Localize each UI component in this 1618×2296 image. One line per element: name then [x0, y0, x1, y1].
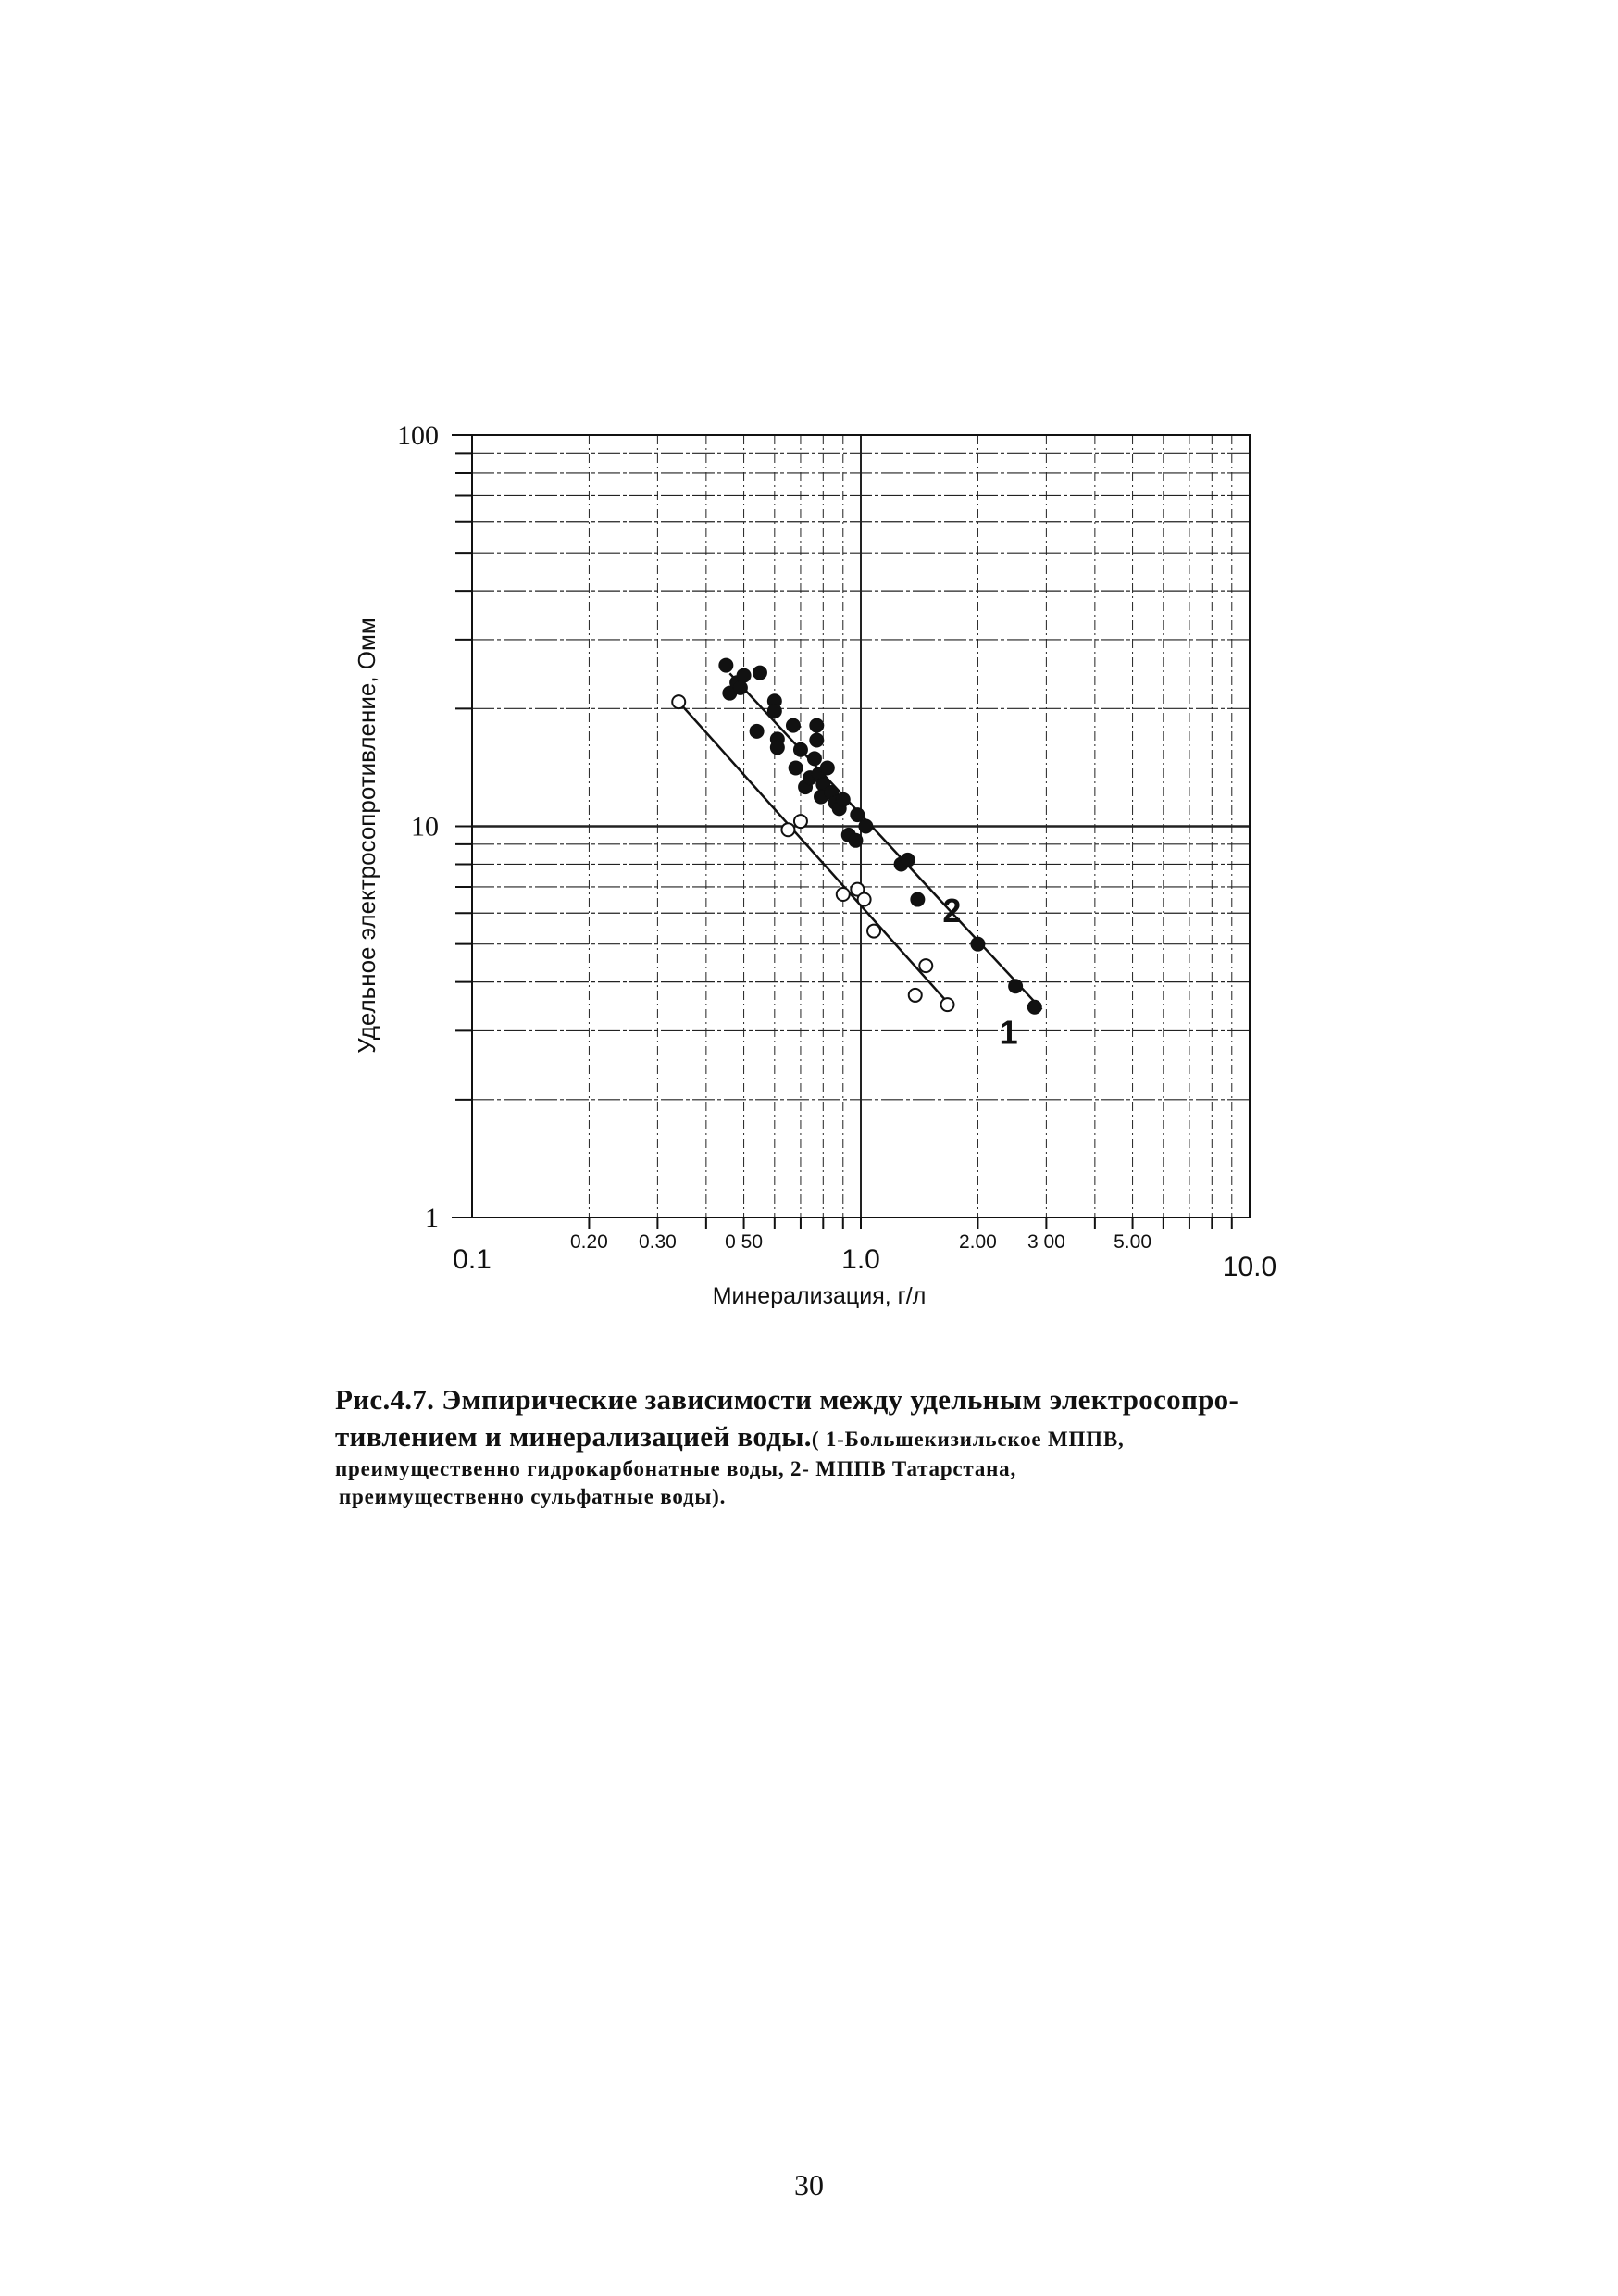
caption-line-1: Рис.4.7. Эмпирические зависимости между удельным электросопро-	[335, 1383, 1239, 1416]
filled-point-series-2	[971, 937, 985, 951]
filled-point-series-2	[753, 666, 766, 680]
x-axis-title: Минерализация, г/л	[712, 1283, 927, 1309]
open-point-series-1	[781, 823, 794, 836]
x-tick-label: 10.0	[1222, 1252, 1277, 1282]
filled-point-series-2	[1027, 1000, 1041, 1014]
x-tick-label: 2.00	[958, 1231, 997, 1253]
open-point-series-1	[867, 925, 880, 938]
caption-line-2-small: ( 1-Большекизильское МППВ,	[811, 1428, 1125, 1451]
open-point-series-1	[909, 989, 922, 1002]
x-tick-label: 0.20	[569, 1231, 608, 1253]
filled-point-series-2	[767, 705, 781, 718]
filled-point-series-2	[810, 718, 824, 732]
filled-point-series-2	[849, 833, 863, 847]
filled-point-series-2	[836, 792, 850, 806]
x-tick-label: 0.30	[638, 1231, 677, 1253]
chart	[333, 398, 1333, 1342]
page-number: 30	[794, 2168, 824, 2202]
open-point-series-1	[941, 998, 954, 1011]
open-point-series-1	[858, 893, 871, 906]
series-label-1: 1	[999, 1013, 1018, 1052]
axis-ticks	[452, 435, 1232, 1229]
filled-point-series-2	[719, 658, 733, 672]
filled-point-series-2	[851, 808, 865, 822]
y-axis-title: Удельное электросопротивление, Омм	[353, 618, 380, 1054]
data-markers	[672, 658, 1041, 1014]
figure-caption	[335, 1381, 1363, 1511]
filled-point-series-2	[859, 819, 873, 833]
open-point-series-1	[919, 959, 932, 972]
x-tick-label: 3 00	[1027, 1231, 1065, 1253]
open-point-series-1	[672, 695, 685, 708]
filled-point-series-2	[737, 668, 751, 682]
x-tick-label: 0 50	[725, 1231, 764, 1253]
y-tick-labels	[397, 420, 439, 1233]
filled-point-series-2	[810, 733, 824, 747]
filled-point-series-2	[750, 724, 764, 738]
filled-point-series-2	[807, 752, 821, 766]
x-tick-label: 5.00	[1114, 1231, 1152, 1253]
y-tick-label: 100	[397, 420, 439, 451]
y-tick-label: 1	[425, 1203, 439, 1233]
filled-point-series-2	[901, 853, 915, 867]
filled-point-series-2	[786, 718, 800, 732]
series-label-2: 2	[942, 892, 962, 930]
open-point-series-1	[794, 815, 807, 828]
x-tick-labels	[453, 1231, 1276, 1282]
filled-point-series-2	[911, 892, 925, 906]
filled-point-series-2	[733, 680, 747, 694]
filled-point-series-2	[789, 761, 803, 775]
filled-point-series-2	[820, 761, 834, 775]
filled-point-series-2	[1009, 980, 1023, 993]
caption-line-2-main: тивлением и минерализацией воды.	[335, 1420, 812, 1453]
caption-notes	[335, 1455, 1363, 1511]
open-point-series-1	[837, 888, 850, 901]
y-tick-label: 10	[411, 811, 439, 842]
x-tick-label: 0.1	[453, 1244, 492, 1275]
caption-line-3: преимущественно гидрокарбонатные воды, 2- МППВ Татарстана,	[335, 1457, 1017, 1480]
caption-line-4: преимущественно сульфатные воды).	[339, 1485, 727, 1508]
x-tick-label: 1.0	[841, 1244, 880, 1275]
filled-point-series-2	[770, 741, 784, 755]
caption-title	[335, 1381, 1363, 1455]
filled-point-series-2	[793, 742, 807, 756]
fit-line-series-2	[729, 673, 1041, 1009]
caption-line-2	[335, 1418, 1363, 1455]
